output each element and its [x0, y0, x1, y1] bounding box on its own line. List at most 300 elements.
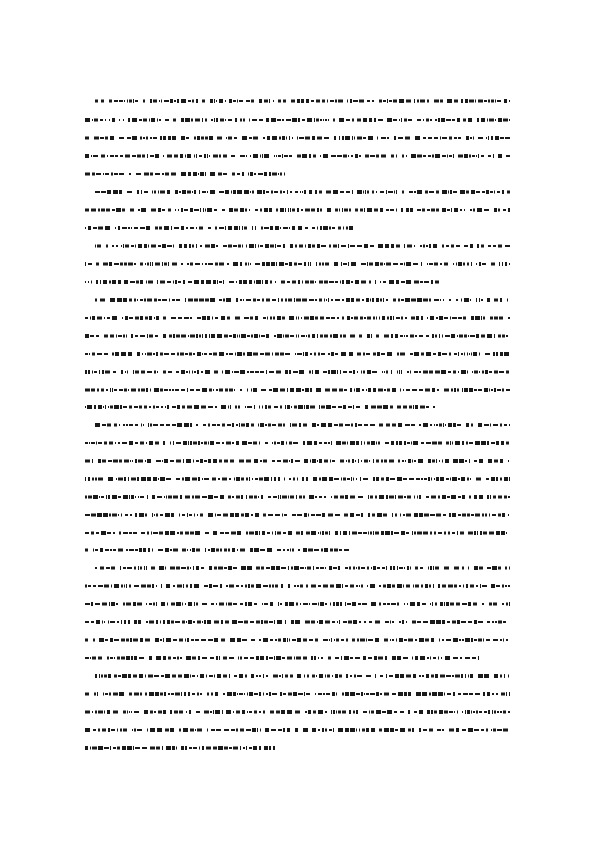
text-glyph-band — [346, 119, 350, 121]
text-glyph-band — [442, 495, 446, 499]
text-glyph-band — [483, 532, 487, 535]
text-glyph-band — [221, 405, 226, 409]
text-glyph-band — [502, 262, 503, 266]
text-glyph-band — [204, 585, 208, 587]
text-glyph-band — [171, 173, 176, 176]
text-glyph-band — [274, 406, 278, 408]
text-glyph-band — [488, 155, 491, 157]
text-glyph-band — [262, 531, 265, 535]
text-glyph-band — [276, 209, 278, 212]
text-glyph-band — [105, 226, 110, 230]
text-glyph-band — [457, 424, 461, 426]
text-glyph-band — [461, 477, 465, 481]
text-glyph-band — [509, 477, 510, 481]
text-glyph-band — [300, 603, 301, 605]
text-glyph-band — [431, 710, 433, 714]
text-glyph-band — [489, 119, 494, 122]
text-glyph-band — [261, 227, 263, 230]
text-glyph-band — [230, 513, 234, 517]
text-glyph-band — [237, 335, 238, 338]
text-glyph-band — [99, 370, 100, 374]
text-glyph-band — [413, 674, 416, 678]
text-glyph-band — [487, 692, 490, 696]
text-glyph-band — [101, 191, 106, 193]
text-glyph-band — [220, 119, 224, 122]
text-glyph-band — [401, 208, 403, 212]
text-glyph-band — [129, 424, 133, 426]
text-glyph-band — [165, 674, 170, 678]
text-glyph-band — [384, 335, 389, 338]
text-glyph-band — [360, 639, 365, 642]
text-glyph-band — [219, 191, 224, 193]
text-glyph-band — [98, 711, 103, 714]
text-glyph-band — [228, 406, 229, 409]
text-glyph-band — [479, 711, 482, 713]
text-glyph-band — [442, 460, 443, 463]
text-glyph-band — [468, 335, 469, 337]
text-glyph-band — [432, 602, 433, 606]
text-glyph-band — [312, 459, 316, 463]
text-glyph-band — [208, 459, 211, 463]
text-glyph-band — [91, 155, 92, 157]
text-glyph-band — [185, 746, 187, 750]
text-glyph-band — [440, 263, 442, 265]
text-glyph-band — [476, 585, 478, 587]
text-glyph-band — [114, 405, 119, 409]
text-glyph-band — [487, 441, 489, 445]
text-glyph-band — [344, 656, 349, 660]
text-glyph-band — [305, 621, 310, 624]
text-glyph-band — [144, 566, 145, 570]
text-glyph-band — [240, 603, 243, 605]
text-glyph-band — [292, 226, 295, 230]
text-glyph-band — [319, 459, 322, 463]
text-glyph-band — [252, 478, 253, 480]
text-glyph-band — [167, 603, 168, 606]
text-glyph-band — [238, 245, 241, 248]
text-glyph-band — [368, 639, 373, 641]
text-glyph-band — [369, 281, 371, 284]
text-glyph-band — [222, 209, 225, 211]
text-glyph-band — [406, 335, 408, 337]
text-glyph-band — [395, 334, 398, 338]
text-glyph-band — [249, 244, 254, 248]
text-glyph-band — [436, 620, 441, 624]
text-glyph-band — [485, 353, 490, 355]
text-glyph-band — [223, 514, 228, 517]
text-glyph-band — [452, 477, 457, 481]
text-glyph-band — [359, 585, 360, 587]
text-glyph-band — [469, 693, 473, 695]
text-glyph-band — [233, 100, 236, 102]
text-glyph-band — [210, 99, 213, 103]
text-glyph-band — [123, 244, 124, 248]
text-glyph-band — [346, 227, 348, 230]
text-glyph-band — [246, 155, 247, 157]
text-glyph-band — [91, 514, 96, 517]
text-glyph-band — [151, 567, 155, 570]
text-glyph-band — [497, 389, 501, 391]
text-glyph-band — [181, 746, 184, 750]
text-glyph-band — [143, 137, 145, 139]
text-glyph-band — [85, 746, 88, 750]
text-glyph-band — [392, 656, 396, 660]
text-glyph-band — [295, 191, 298, 193]
text-glyph-band — [148, 423, 149, 427]
text-glyph-band — [204, 154, 206, 158]
text-glyph-band — [507, 299, 508, 302]
text-glyph-band — [289, 136, 290, 140]
text-glyph-band — [277, 549, 281, 551]
text-glyph-band — [190, 675, 191, 678]
text-glyph-band — [417, 190, 422, 194]
text-glyph-band — [424, 281, 429, 283]
text-glyph-band — [312, 334, 315, 338]
text-glyph-band — [101, 389, 104, 392]
text-glyph-band — [358, 424, 362, 426]
text-glyph-band — [214, 567, 217, 570]
text-glyph-band — [100, 280, 101, 284]
text-glyph-band — [380, 281, 381, 283]
text-glyph-band — [333, 190, 338, 194]
text-glyph-band — [400, 389, 401, 392]
text-glyph-band — [223, 299, 225, 302]
text-glyph-band — [383, 405, 388, 409]
text-glyph-band — [254, 711, 257, 714]
text-glyph-band — [96, 280, 98, 284]
text-glyph-band — [342, 584, 343, 588]
text-glyph-band — [343, 227, 344, 230]
text-glyph-band — [379, 729, 382, 732]
text-glyph-band — [345, 692, 349, 696]
text-glyph-band — [330, 549, 333, 552]
text-glyph-band — [196, 154, 197, 158]
text-glyph-band — [464, 335, 467, 338]
text-glyph-band — [108, 460, 112, 462]
text-glyph-band — [97, 317, 102, 320]
text-glyph-band — [282, 119, 284, 121]
text-glyph-band — [494, 371, 498, 374]
text-glyph-band — [427, 209, 430, 211]
text-glyph-band — [423, 245, 425, 248]
text-glyph-band — [213, 585, 218, 587]
text-glyph-band — [202, 657, 207, 659]
text-glyph-band — [451, 208, 452, 212]
text-glyph-band — [318, 710, 323, 714]
text-glyph-band — [432, 334, 434, 338]
text-glyph-band — [316, 262, 317, 266]
text-glyph-band — [383, 514, 387, 517]
text-glyph-band — [219, 656, 220, 660]
text-glyph-band — [501, 693, 505, 696]
text-glyph-band — [187, 549, 188, 551]
text-glyph-band — [289, 262, 292, 266]
text-glyph-band — [318, 353, 320, 356]
text-glyph-band — [364, 208, 365, 212]
text-glyph-band — [92, 119, 93, 121]
text-glyph-band — [454, 585, 457, 588]
text-glyph-band — [303, 352, 304, 356]
text-glyph-band — [288, 299, 292, 302]
text-glyph-band — [132, 155, 136, 157]
text-glyph-band — [96, 335, 99, 337]
text-glyph-band — [115, 442, 116, 444]
text-glyph-band — [85, 118, 90, 122]
text-glyph-band — [191, 119, 193, 122]
text-glyph-band — [216, 245, 218, 247]
text-glyph-band — [471, 711, 472, 714]
text-glyph-band — [121, 585, 123, 588]
text-glyph-band — [404, 263, 405, 266]
text-glyph-band — [209, 675, 213, 677]
text-glyph-band — [491, 729, 492, 731]
text-glyph-band — [355, 460, 356, 462]
text-glyph-band — [181, 263, 183, 265]
text-glyph-band — [170, 549, 172, 551]
text-glyph-band — [110, 638, 113, 642]
text-glyph-band — [127, 371, 128, 374]
text-glyph-band — [444, 263, 448, 266]
text-glyph-band — [229, 335, 232, 337]
text-glyph-band — [326, 299, 327, 301]
text-glyph-band — [373, 531, 374, 535]
text-glyph-band — [156, 656, 161, 660]
text-glyph-band — [208, 263, 213, 265]
text-glyph-band — [213, 459, 217, 463]
text-glyph-band — [182, 190, 186, 194]
text-glyph-band — [167, 281, 171, 283]
text-glyph-band — [90, 657, 91, 659]
text-glyph-band — [101, 155, 105, 158]
text-glyph-band — [272, 136, 277, 140]
text-glyph-band — [469, 100, 474, 103]
text-glyph-band — [430, 119, 432, 121]
text-glyph-band — [415, 567, 418, 570]
text-glyph-band — [248, 442, 252, 444]
text-glyph-band — [265, 442, 268, 444]
text-glyph-band — [453, 191, 457, 193]
text-glyph-band — [240, 389, 242, 391]
text-glyph-band — [85, 317, 88, 319]
text-glyph-band — [469, 496, 471, 499]
text-glyph-band — [296, 532, 300, 535]
text-glyph-band — [186, 137, 189, 139]
text-glyph-band — [246, 245, 247, 248]
text-glyph-band — [444, 389, 449, 392]
text-glyph-band — [408, 729, 411, 732]
text-glyph-band — [362, 729, 365, 732]
text-glyph-band — [209, 155, 210, 157]
text-glyph-band — [103, 513, 108, 517]
text-glyph-band — [300, 585, 303, 588]
text-glyph-band — [202, 100, 205, 103]
text-glyph-band — [251, 639, 255, 641]
text-glyph-band — [278, 173, 279, 175]
text-glyph-band — [181, 389, 185, 391]
text-glyph-band — [278, 729, 282, 731]
text-glyph-band — [172, 263, 177, 266]
text-glyph-band — [141, 389, 145, 392]
text-glyph-band — [381, 478, 384, 481]
text-glyph-band — [88, 496, 92, 499]
text-glyph-band — [457, 711, 458, 714]
text-glyph-band — [278, 602, 279, 606]
text-glyph-band — [240, 549, 245, 552]
text-glyph-band — [381, 531, 384, 535]
text-glyph-band — [302, 281, 303, 284]
text-glyph-band — [361, 281, 366, 284]
text-glyph-band — [131, 711, 132, 713]
text-glyph-band — [145, 675, 146, 678]
text-glyph-band — [312, 136, 315, 140]
text-glyph-band — [213, 155, 218, 158]
text-glyph-band — [494, 299, 498, 302]
text-glyph-band — [266, 262, 270, 266]
text-glyph-band — [494, 711, 496, 714]
text-glyph-band — [302, 389, 304, 391]
text-glyph-band — [509, 263, 510, 265]
text-glyph-band — [242, 710, 245, 714]
text-glyph-band — [106, 567, 110, 569]
text-glyph-band — [202, 263, 203, 265]
text-glyph-band — [181, 335, 186, 338]
text-glyph-band — [166, 496, 167, 499]
text-glyph-band — [417, 119, 421, 121]
text-glyph-band — [318, 657, 319, 659]
text-glyph-band — [300, 191, 301, 193]
text-glyph-band — [272, 442, 273, 444]
text-glyph-band — [386, 477, 389, 481]
text-glyph-band — [239, 335, 240, 338]
text-glyph-band — [202, 746, 204, 750]
text-glyph-band — [153, 137, 157, 139]
text-glyph-band — [396, 209, 397, 212]
text-glyph-band — [131, 227, 132, 229]
text-glyph-band — [382, 371, 383, 373]
text-glyph-band — [397, 603, 399, 606]
text-glyph-band — [186, 656, 191, 660]
text-glyph-band — [162, 209, 165, 211]
text-glyph-band — [338, 728, 343, 732]
text-glyph-band — [409, 478, 414, 480]
text-glyph-band — [503, 621, 506, 623]
text-glyph-band — [193, 353, 195, 355]
text-glyph-band — [462, 639, 464, 641]
text-glyph-band — [283, 460, 288, 463]
text-glyph-band — [317, 334, 318, 338]
text-glyph-band — [213, 353, 217, 356]
text-glyph-band — [493, 424, 498, 426]
text-glyph-band — [491, 100, 494, 103]
text-glyph-band — [271, 477, 272, 481]
text-glyph-band — [367, 100, 370, 102]
text-glyph-band — [370, 693, 375, 695]
text-glyph-band — [346, 674, 348, 678]
text-glyph-band — [194, 280, 199, 284]
text-glyph-band — [372, 100, 374, 102]
text-glyph-band — [402, 155, 404, 158]
text-glyph-band — [207, 191, 208, 193]
text-glyph-band — [290, 388, 294, 392]
text-glyph-band — [204, 442, 207, 445]
text-glyph-band — [382, 711, 386, 713]
text-glyph-band — [318, 532, 319, 534]
text-glyph-band — [178, 675, 182, 678]
text-glyph-band — [435, 335, 437, 338]
text-glyph-band — [193, 566, 194, 570]
text-glyph-band — [110, 549, 112, 551]
text-glyph-band — [237, 638, 241, 642]
text-glyph-band — [264, 621, 268, 624]
text-glyph-band — [138, 209, 140, 211]
text-glyph-band — [280, 406, 282, 409]
text-glyph-band — [114, 639, 119, 641]
text-glyph-band — [190, 208, 193, 212]
text-glyph-band — [262, 299, 264, 302]
text-glyph-band — [365, 155, 369, 158]
text-glyph-band — [298, 693, 303, 695]
text-glyph-band — [272, 173, 277, 176]
text-glyph-band — [280, 353, 284, 356]
text-glyph-band — [263, 514, 266, 517]
text-glyph-band — [351, 155, 353, 157]
text-glyph-band — [386, 209, 389, 211]
text-glyph-band — [435, 567, 439, 570]
text-glyph-band — [452, 119, 455, 121]
text-glyph-band — [278, 639, 281, 642]
text-glyph-band — [241, 585, 243, 587]
text-glyph-band — [137, 190, 139, 194]
text-glyph-band — [85, 370, 87, 374]
text-glyph-band — [160, 136, 162, 140]
text-glyph-band — [336, 441, 341, 445]
text-glyph-band — [227, 692, 232, 696]
text-glyph-band — [207, 729, 208, 732]
text-glyph-band — [168, 209, 171, 212]
text-glyph-band — [403, 514, 405, 516]
text-glyph-band — [327, 208, 331, 212]
text-glyph-band — [476, 191, 480, 193]
text-glyph-band — [112, 118, 115, 122]
text-glyph-band — [401, 281, 405, 283]
text-glyph-band — [192, 371, 193, 374]
text-glyph-band — [280, 208, 284, 212]
text-glyph-band — [429, 693, 431, 696]
text-glyph-band — [434, 478, 435, 480]
text-glyph-band — [412, 531, 413, 535]
text-glyph-band — [401, 299, 404, 301]
text-glyph-band — [340, 496, 344, 499]
text-glyph-band — [391, 370, 392, 374]
text-glyph-band — [95, 711, 97, 714]
text-glyph-band — [387, 389, 390, 392]
text-glyph-band — [277, 460, 281, 462]
text-glyph-band — [306, 532, 310, 535]
text-glyph-band — [492, 621, 494, 623]
text-glyph-band — [271, 262, 275, 266]
text-glyph-band — [364, 693, 365, 695]
text-glyph-band — [464, 353, 465, 356]
text-glyph-band — [253, 353, 258, 356]
text-glyph-band — [335, 531, 338, 535]
text-glyph-band — [358, 459, 359, 463]
text-glyph-band — [348, 155, 349, 157]
text-glyph-band — [229, 353, 233, 355]
text-glyph-band — [426, 406, 429, 408]
text-glyph-band — [138, 460, 143, 463]
text-glyph-band — [160, 639, 162, 641]
text-glyph-band — [466, 191, 469, 194]
